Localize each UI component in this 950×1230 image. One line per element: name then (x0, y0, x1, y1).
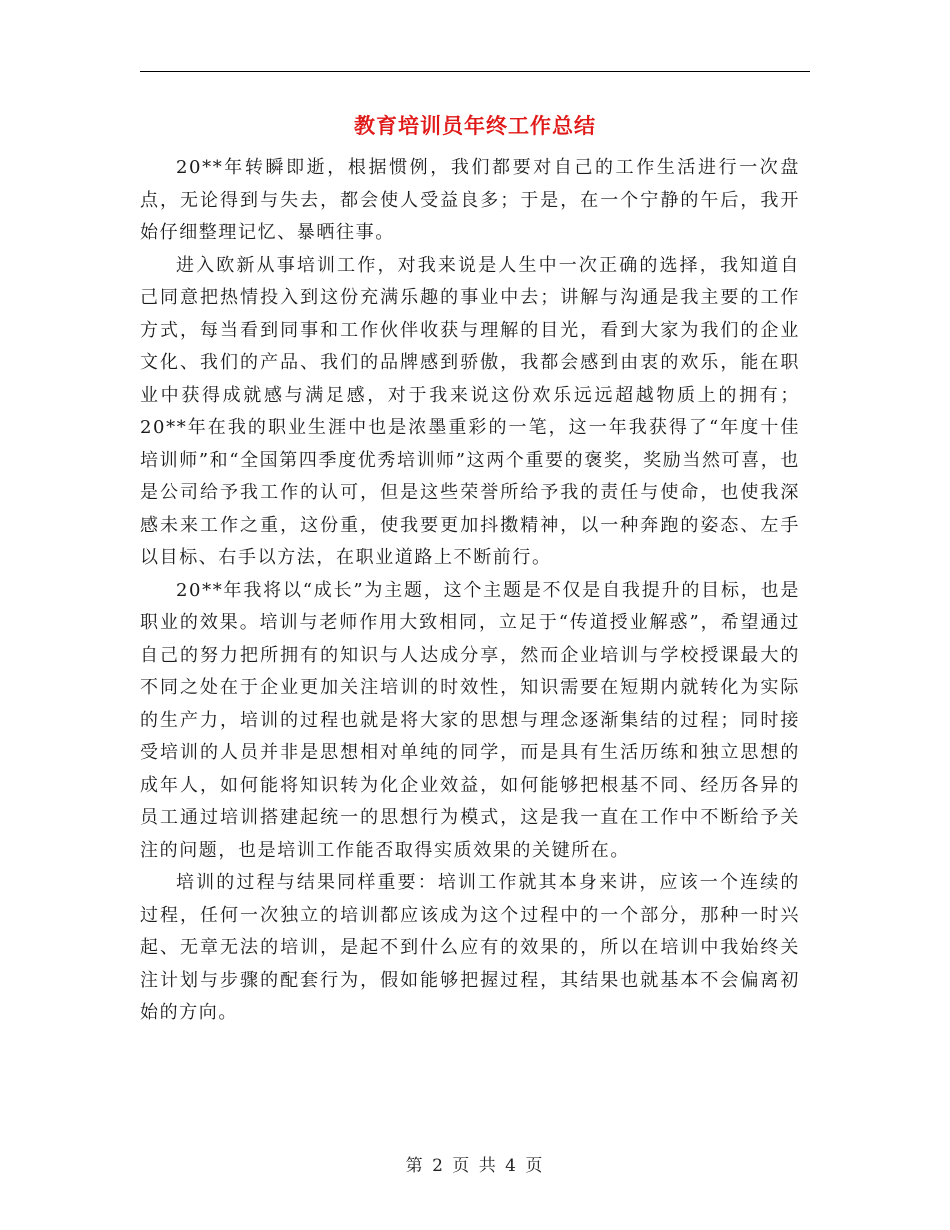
paragraph: 进入欧新从事培训工作，对我来说是人生中一次正确的选择，我知道自己同意把热情投入到这份充满乐趣的事业中去；讲解与沟通是我主要的工作方式，每当看到同事和工作伙伴收获与理解的目光，看到大家为我们的企业文化、我们的产品、我们的品牌感到骄傲，我都会感到由衷的欢乐，能在职业中获得成就感与满足感，对于我来说这份欢乐远远超越物质上的拥有；20**年在我的职业生涯中也是浓墨重彩的一笔，这一年我获得了“年度十佳培训师”和“全国第四季度优秀培训师”这两个重要的褒奖，奖励当然可喜，也是公司给予我工作的认可，但是这些荣誉所给予我的责任与使命，也使我深感未来工作之重，这份重，使我要更加抖擞精神，以一种奔跑的姿态、左手以目标、右手以方法，在职业道路上不断前行。 (140, 254, 800, 568)
header-rule (140, 71, 810, 72)
page-number: 第 2 页 共 4 页 (405, 1156, 545, 1176)
document-body (140, 152, 800, 1030)
paragraph: 20**年我将以“成长”为主题，这个主题是不仅是自我提升的目标，也是职业的效果。培训与老师作用大致相同，立足于“传道授业解惑”，希望通过自己的努力把所拥有的知识与人达成分享，然而企业培训与学校授课最大的不同之处在于企业更加关注培训的时效性，知识需要在短期内就转化为实际的生产力，培训的过程也就是将大家的思想与理念逐渐集结的过程；同时接受培训的人员并非是思想相对单纯的同学，而是具有生活历练和独立思想的成年人，如何能将知识转为化企业效益，如何能够把根基不同、经历各异的员工通过培训搭建起统一的思想行为模式，这是我一直在工作中不断给予关注的问题，也是培训工作能否取得实质效果的关键所在。 (140, 579, 800, 861)
paragraph: 20**年转瞬即逝，根据惯例，我们都要对自己的工作生活进行一次盘点，无论得到与失去，都会使人受益良多；于是，在一个宁静的午后，我开始仔细整理记忆、暴晒往事。 (140, 157, 800, 243)
document-title: 教育培训员年终工作总结 (354, 114, 596, 138)
paragraph: 培训的过程与结果同样重要：培训工作就其本身来讲，应该一个连续的过程，任何一次独立的培训都应该成为这个过程中的一个部分，那种一时兴起、无章无法的培训，是起不到什么应有的效果的，所以在培训中我始终关注计划与步骤的配套行为，假如能够把握过程，其结果也就基本不会偏离初始的方向。 (140, 872, 800, 1023)
